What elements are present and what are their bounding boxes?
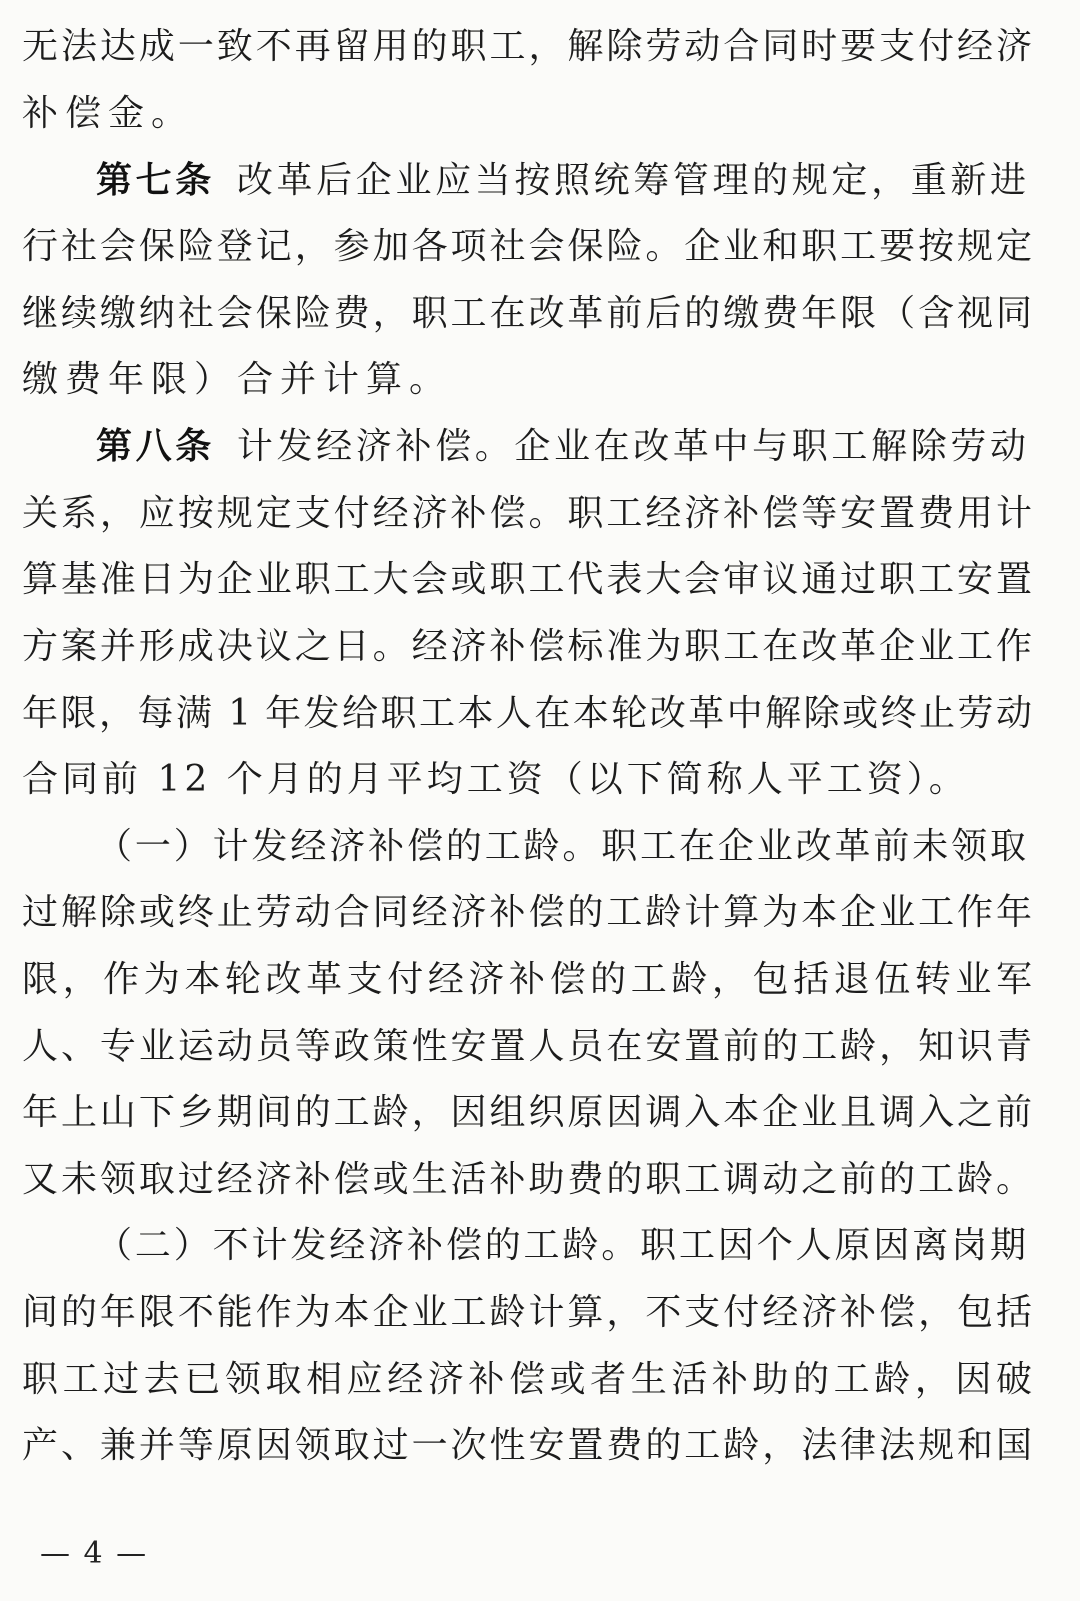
text-line: 又未领取过经济补偿或生活补助费的职工调动之前的工龄。 — [22, 1159, 1032, 1200]
text-line: （二）不计发经济补偿的工龄。职工因个人原因离岗期 — [96, 1225, 1026, 1266]
text-line: 无法达成一致不再留用的职工，解除劳动合同时要支付经济 — [22, 26, 1032, 67]
text-line: 方案并形成决议之日。经济补偿标准为职工在改革企业工作 — [22, 626, 1032, 667]
text-line: 补偿金。 — [22, 93, 195, 134]
text-line: 年限，每满 1 年发给职工本人在本轮改革中解除或终止劳动 — [22, 693, 1032, 734]
text-line: 限，作为本轮改革支付经济补偿的工龄，包括退伍转业军 — [22, 959, 1032, 1000]
article-8-heading: 第八条 — [96, 426, 215, 467]
text-line: 年上山下乡期间的工龄，因组织原因调入本企业且调入之前 — [22, 1092, 1032, 1133]
text-line: 过解除或终止劳动合同经济补偿的工龄计算为本企业工作年 — [22, 892, 1032, 933]
text-line: 行社会保险登记，参加各项社会保险。企业和职工要按规定 — [22, 226, 1032, 267]
text-line: 改革后企业应当按照统筹管理的规定，重新进 — [236, 160, 1026, 201]
page-number: — 4 — — [40, 1536, 149, 1571]
text-line: 继续缴纳社会保险费，职工在改革前后的缴费年限（含视同 — [22, 293, 1032, 334]
text-line: 间的年限不能作为本企业工龄计算，不支付经济补偿，包括 — [22, 1292, 1032, 1333]
text-line: 计发经济补偿。企业在改革中与职工解除劳动 — [236, 426, 1026, 467]
text-line: （一）计发经济补偿的工龄。职工在企业改革前未领取 — [96, 826, 1026, 867]
text-line: 产、兼并等原因领取过一次性安置费的工龄，法律法规和国 — [22, 1425, 1032, 1466]
text-line: 缴费年限）合并计算。 — [22, 359, 453, 400]
text-line: 人、专业运动员等政策性安置人员在安置前的工龄，知识青 — [22, 1026, 1032, 1067]
article-8-paragraph-start — [96, 414, 1026, 480]
text-line: 合同前 12 个月的月平均工资（以下简称人平工资）。 — [22, 759, 969, 800]
article-7-paragraph-start — [96, 148, 1026, 214]
text-line: 算基准日为企业职工大会或职工代表大会审议通过职工安置 — [22, 559, 1032, 600]
text-line: 职工过去已领取相应经济补偿或者生活补助的工龄，因破 — [22, 1359, 1032, 1400]
text-line: 关系，应按规定支付经济补偿。职工经济补偿等安置费用计 — [22, 493, 1032, 534]
article-7-heading: 第七条 — [96, 160, 215, 201]
